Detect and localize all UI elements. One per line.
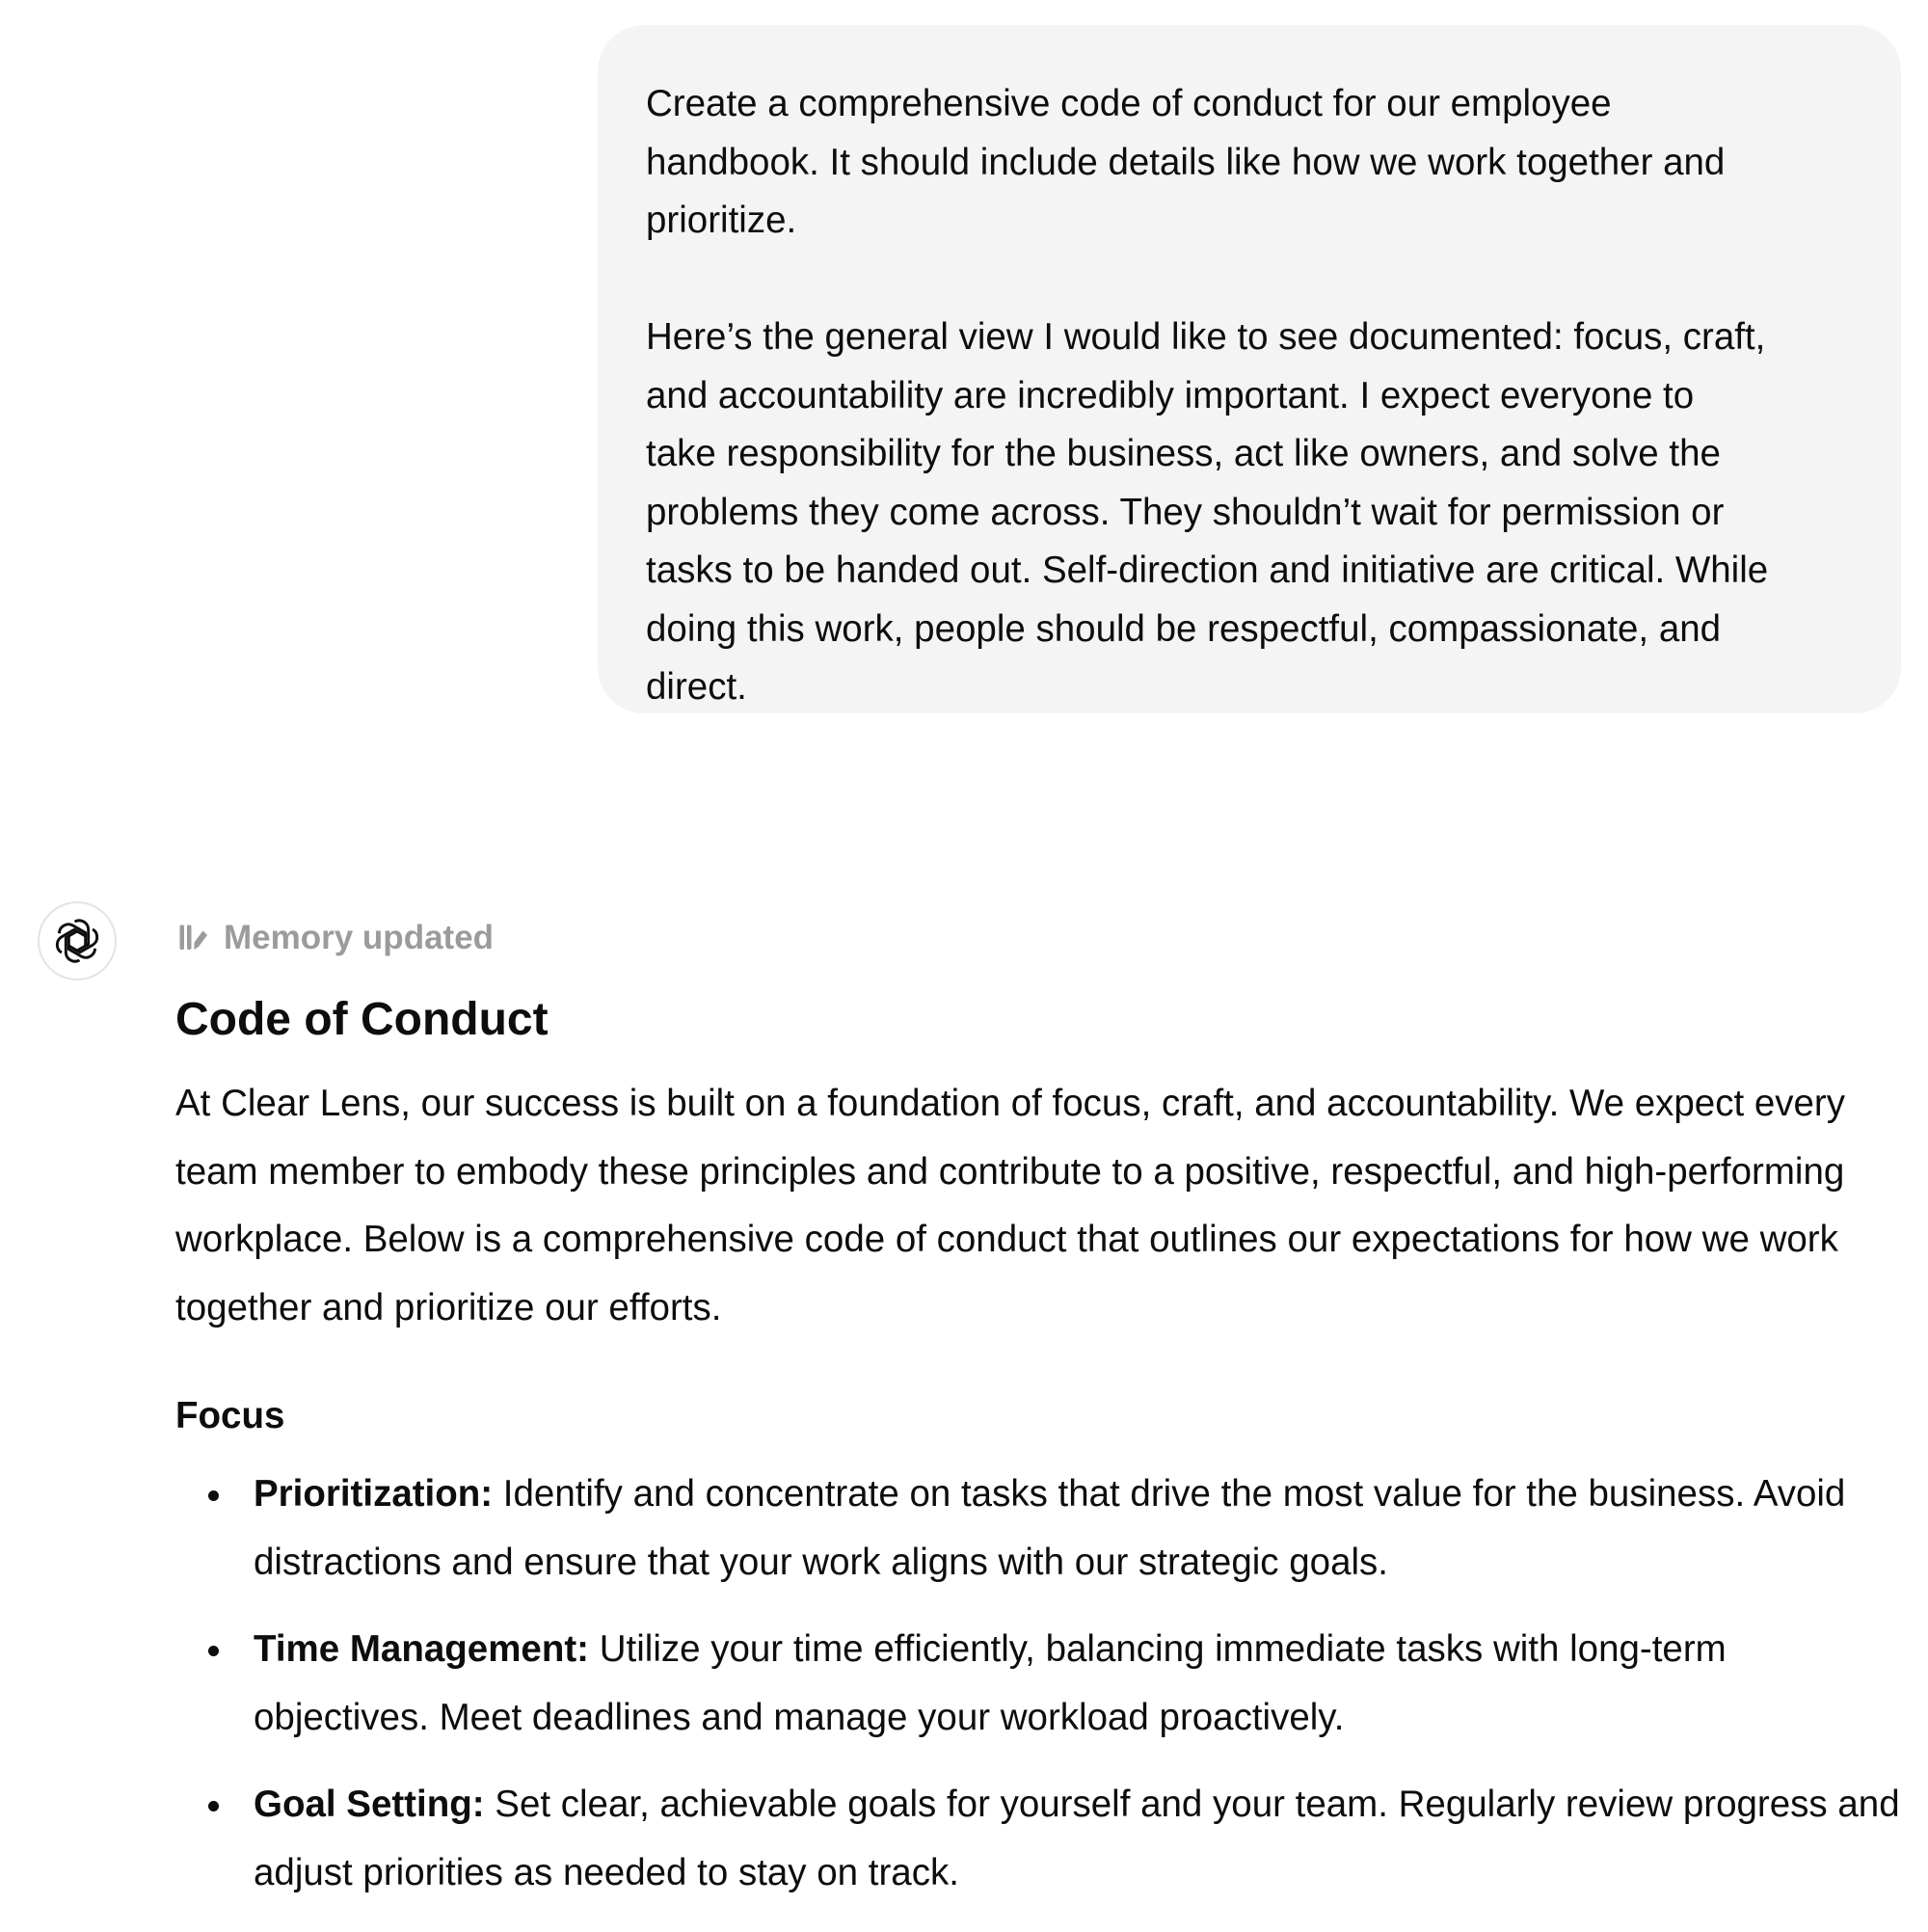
bullet-dot: [208, 1646, 219, 1656]
bullet-dot: [208, 1490, 219, 1501]
list-item: [175, 1461, 1901, 1597]
bullet-dot: [208, 1801, 219, 1811]
focus-bullet-list: [175, 1461, 1901, 1907]
memory-pencil-icon: [175, 921, 210, 955]
memory-updated-indicator[interactable]: [175, 914, 1901, 962]
user-message-bubble: [598, 25, 1901, 713]
section-heading-focus: Focus: [175, 1395, 285, 1436]
memory-updated-label: Memory updated: [224, 919, 495, 956]
assistant-avatar: [38, 901, 117, 980]
assistant-message: [175, 914, 1901, 1926]
list-item-label: Time Management:: [254, 1628, 590, 1670]
response-title: Code of Conduct: [175, 994, 549, 1045]
user-message-paragraph-1: Create a comprehensive code of conduct for our employee handbook. It should include details like how we work together and prioritize.: [646, 83, 1726, 241]
response-intro: At Clear Lens, our success is built on a foundation of focus, craft, and accountability. We expect every team member to embody these principles and contribute to a positive, respectful, and high-performing workplace. Below is a comprehensive code of conduct that outlines our expectations for how we work together and prioritize our efforts.: [175, 1083, 1845, 1328]
list-item: [175, 1771, 1901, 1907]
list-item-label: Prioritization:: [254, 1473, 494, 1515]
list-item-text: Utilize your time efficiently, balancing immediate tasks with long-term objectives. Meet deadlines and manage your workload proactively.: [254, 1628, 1727, 1738]
list-item-text: Set clear, achievable goals for yourself and your team. Regularly review progress and adjust priorities as needed to stay on track.: [254, 1784, 1900, 1893]
list-item-text: Identify and concentrate on tasks that drive the most value for the business. Avoid distractions and ensure that your work aligns with our strategic goals.: [254, 1473, 1846, 1583]
list-item: [175, 1616, 1901, 1752]
user-message-paragraph-2: Here’s the general view I would like to see documented: focus, craft, and accountability are incredibly important. I expect everyone to take responsibility for the business, act like owners, and solve the problems they come across. They shouldn’t wait for permission or tasks to be handed out. Self-direction and initiative are critical. While doing this work, people should be respectful, compassionate, and direct.: [646, 316, 1769, 708]
openai-logo-icon: [53, 917, 101, 965]
list-item-label: Goal Setting:: [254, 1784, 485, 1825]
